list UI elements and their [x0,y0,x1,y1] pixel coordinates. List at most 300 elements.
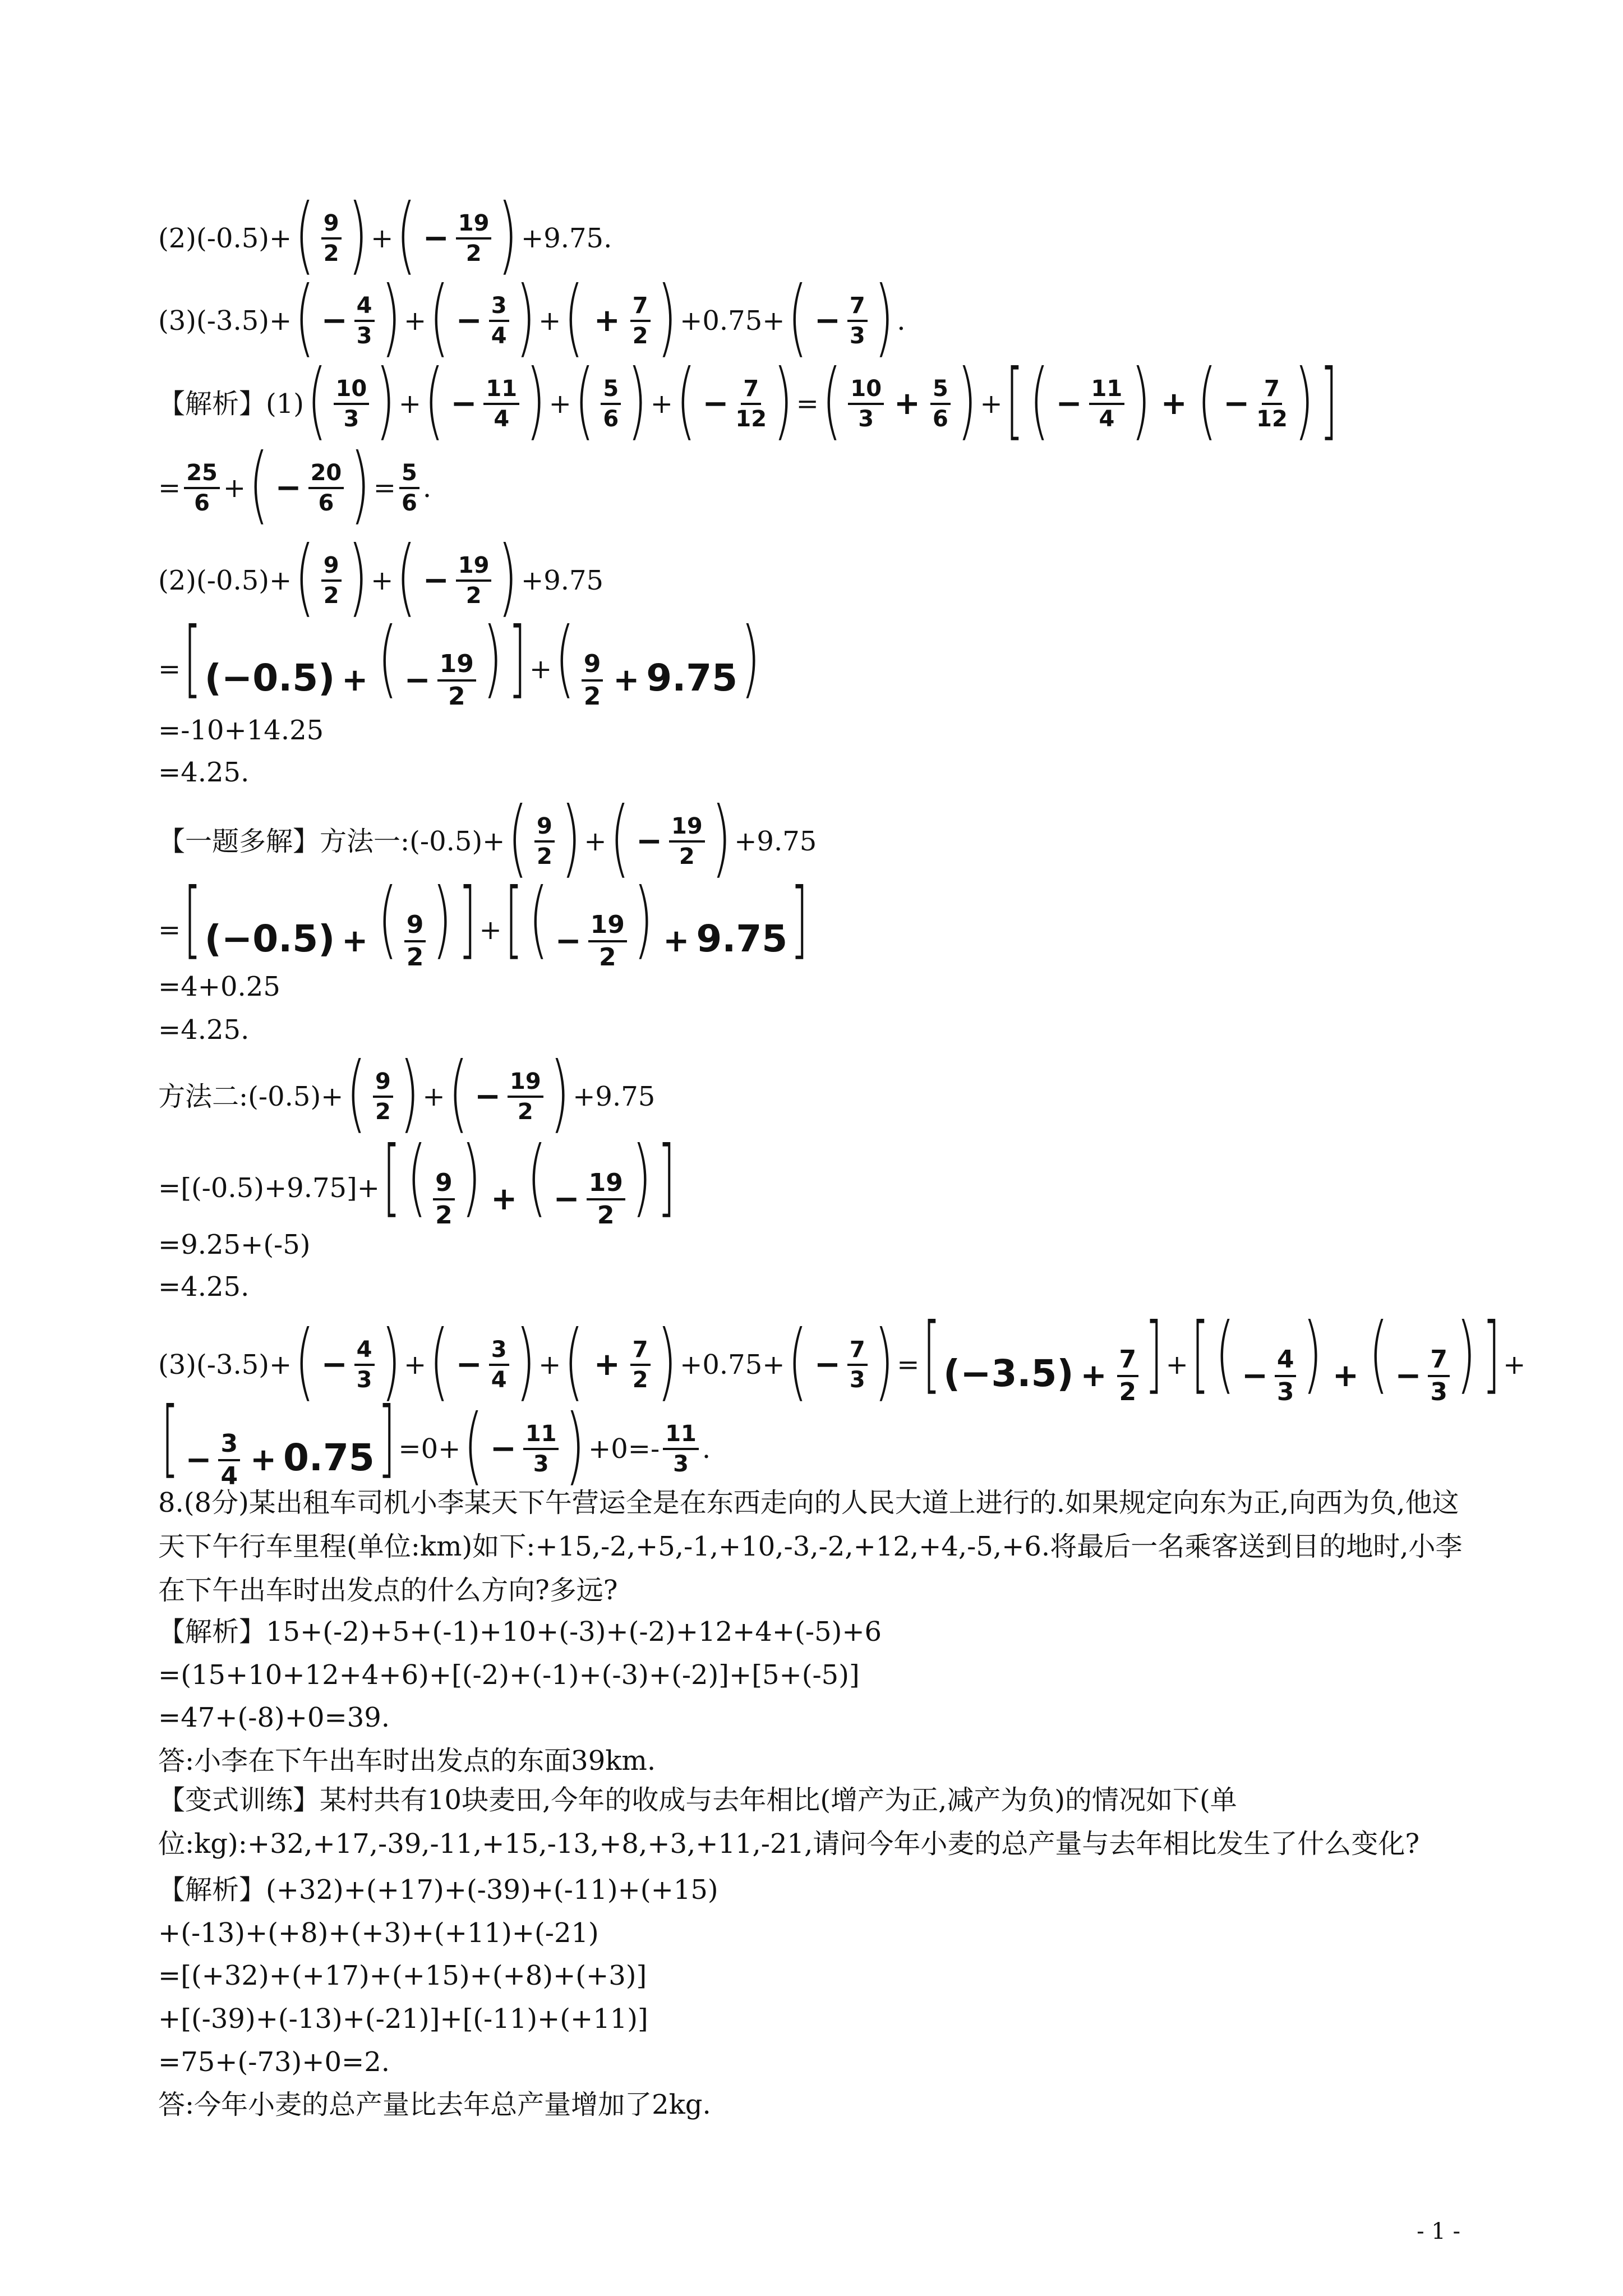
math-text: − [455,1346,482,1383]
parenthesis: ) [482,610,502,707]
square-bracket: ] [1145,1305,1163,1403]
fraction [399,461,419,515]
fraction-denominator: 2 [597,1200,615,1230]
math-text: + [422,1081,445,1112]
fraction-denominator: 2 [632,323,648,349]
math-text: + [663,923,690,959]
fraction-denominator: 6 [603,406,619,432]
parenthesis: ) [515,269,536,366]
parenthesis: ) [375,352,396,449]
math-text: − [422,220,449,256]
math-text: − [814,302,841,339]
method-one-answer: =4.25. [158,1014,250,1046]
square-bracket: ] [377,1389,396,1487]
math-text: +9.75. [521,223,612,254]
math-text: − [702,385,729,422]
fraction-denominator: 12 [735,406,767,432]
math-text: + [223,472,246,504]
fraction-denominator: 3 [849,323,865,349]
fraction [334,377,370,431]
fraction [669,815,705,868]
math-text: − [450,385,477,422]
fraction-numerator: 9 [373,1070,393,1098]
fraction-denominator: 3 [356,1366,372,1393]
math-text: − [1055,385,1082,422]
fraction-numerator: 11 [483,377,519,405]
math-text: − [455,302,482,339]
parenthesis: ) [525,352,546,449]
fraction [847,1338,868,1392]
math-text: + [371,223,394,254]
fraction [1428,1347,1450,1405]
math-text: + [538,305,561,337]
solution-2-step: =-10+14.25 [158,715,324,746]
square-bracket: [ [504,871,523,968]
fraction-denominator: 6 [194,490,210,516]
fraction [404,912,426,970]
parenthesis: ) [627,352,648,449]
fraction-numerator: 19 [508,1070,543,1098]
problem-2-statement [158,186,612,284]
fraction-numerator: 9 [321,554,342,582]
math-text: =[(-0.5)+9.75]+ [158,1172,380,1204]
math-expression [1188,1305,1503,1406]
fraction-numerator: 5 [399,461,419,489]
fraction [354,294,375,348]
math-text: . [897,305,906,337]
solution-1 [158,352,1341,449]
math-text: +9.75 [573,1081,656,1112]
square-bracket: ] [1320,352,1338,449]
fraction-denominator: 2 [323,241,339,266]
math-text: = [158,653,181,685]
math-text: + [404,305,427,337]
fraction-numerator: 9 [534,815,555,843]
fraction [456,211,492,265]
parenthesis: ( [407,1129,427,1226]
fraction-denominator: 6 [401,490,417,516]
fraction-numerator: 19 [456,211,492,240]
fraction-numerator: 7 [630,1338,651,1366]
fraction-numerator: 7 [1428,1347,1450,1377]
variant-solution-line1: 【解析】(+32)+(+17)+(-39)+(-11)+(+15) [158,1874,718,1906]
fraction-numerator: 3 [489,1338,509,1366]
math-text: − [275,470,302,506]
parenthesis: ) [874,269,894,366]
parenthesis: ) [348,528,368,626]
math-text: + [593,302,620,339]
math-expression [552,610,763,711]
problem-3-statement [158,269,906,366]
math-text: − [474,1078,501,1115]
parenthesis: ( [294,1312,315,1410]
solution-3 [158,1305,1526,1410]
parenthesis: ( [429,269,450,366]
fraction [1256,377,1288,431]
parenthesis: ( [788,269,808,366]
fraction-denominator: 2 [465,241,482,266]
math-text: − [490,1430,517,1467]
fraction [630,294,651,348]
fraction-denominator: 4 [494,406,510,432]
math-text: (3)(-3.5)+ [158,305,292,337]
parenthesis: ( [294,528,315,626]
fraction [847,294,868,348]
fraction-numerator: 7 [1262,377,1282,405]
math-expression [181,610,529,711]
fraction-numerator: 11 [1089,377,1125,405]
math-text: − [404,662,431,698]
math-text: − [1223,385,1250,422]
math-text: 方法二:(-0.5)+ [158,1081,344,1112]
math-text: . [422,472,432,504]
fraction-denominator: 2 [679,844,695,869]
math-text: + [980,388,1003,420]
math-text: + [1165,1349,1188,1381]
question-8-answer: 答:小李在下午出车时出发点的东面39km. [158,1745,656,1777]
math-text: (−0.5) [204,656,335,700]
fraction-numerator: 19 [587,1170,625,1200]
math-text: 0.75 [283,1436,375,1479]
fraction [321,211,342,265]
fraction-denominator: 2 [435,1200,453,1230]
parenthesis: ( [555,610,575,707]
parenthesis: ( [377,871,398,968]
parenthesis: ( [564,269,584,366]
fraction-numerator: 10 [848,377,884,405]
fraction-numerator: 7 [1117,1347,1139,1377]
fraction [489,1338,509,1392]
parenthesis: ( [294,186,315,284]
parenthesis: ( [424,352,444,449]
fraction [456,554,492,608]
math-text: + [371,565,394,596]
fraction [373,1070,393,1124]
math-text: − [1241,1358,1268,1394]
math-text: − [185,1442,212,1478]
parenthesis: ) [515,1312,536,1410]
math-text: − [553,1181,580,1217]
fraction [1089,377,1125,431]
fraction-numerator: 7 [847,1338,868,1366]
parenthesis: ( [248,436,269,533]
fraction [735,377,767,431]
solution-1-result [158,436,432,533]
parenthesis: ) [498,528,518,626]
parenthesis: ( [788,1312,808,1410]
parenthesis: ) [874,1312,894,1410]
math-text: +0=- [588,1433,660,1465]
fraction-numerator: 4 [1275,1347,1297,1377]
parenthesis: ) [381,269,401,366]
math-text: + [342,923,368,959]
fraction [354,1338,375,1392]
math-text: − [814,1346,841,1383]
parenthesis: ) [432,871,453,968]
solution-2 [158,528,604,626]
fraction [601,377,621,431]
square-bracket: [ [382,1129,401,1226]
fraction-denominator: 2 [1119,1377,1137,1406]
method-one [158,789,817,887]
question-8: 8.(8分)某出租车司机小李某天下午营运全是在东西走向的人民大道上进行的.如果规定向东为正,向西为负,他这天下午行车里程(单位:km)如下:+15,-2,+5,-1,+10,-3,-2,+12,+4,-5,+6.将最后一名乘客送到目的地时,小李在下午出车时出发点的什么方向?多远? [158,1487,1463,1606]
parenthesis: ) [633,871,653,968]
fraction-numerator: 10 [334,377,370,405]
math-text: + [1503,1349,1526,1381]
parenthesis: ( [448,1045,468,1142]
fraction-denominator: 6 [318,490,334,516]
fraction-denominator: 12 [1256,406,1288,432]
parenthesis: ) [350,436,371,533]
parenthesis: ( [610,789,630,887]
fraction-denominator: 3 [1276,1377,1294,1406]
math-text: + [529,653,552,685]
parenthesis: ) [740,610,760,707]
square-bracket: ] [508,610,527,707]
math-text: + [1332,1358,1359,1394]
parenthesis: ( [396,186,417,284]
fraction [437,651,476,710]
parenthesis: ) [657,269,677,366]
parenthesis: ) [711,789,731,887]
parenthesis: ( [464,1396,484,1494]
math-text: − [636,823,662,859]
parenthesis: ( [1368,1305,1389,1403]
solution-2-answer: =4.25. [158,757,250,788]
fraction-numerator: 4 [354,294,375,322]
square-bracket: [ [1191,1305,1210,1403]
parenthesis: ( [294,269,315,366]
fraction [587,1170,625,1228]
square-bracket: ] [790,871,809,968]
parenthesis: ( [347,1045,367,1142]
square-bracket: [ [183,610,202,707]
math-text: + [584,826,607,857]
parenthesis: ( [676,352,696,449]
math-expression [502,871,811,972]
fraction [483,377,519,431]
square-bracket: [ [183,871,202,968]
variant-training: 【变式训练】某村共有10块麦田,今年的收成与去年相比(增产为正,减产为负)的情况如下(单位:kg):+32,+17,-39,-11,+15,-13,+8,+3,+11,-21,请问今年小麦的总产量与去年相比发生了什么变化? [158,1784,1420,1860]
fraction [534,815,555,868]
parenthesis: ( [1215,1305,1235,1403]
method-two-step: =9.25+(-5) [158,1229,311,1260]
parenthesis: ) [1131,352,1151,449]
math-text: = [158,472,181,504]
fraction-denominator: 2 [536,844,552,869]
fraction-numerator: 7 [630,294,651,322]
math-text: + [491,1181,518,1217]
fraction-denominator: 3 [356,323,372,349]
fraction-numerator: 4 [354,1338,375,1366]
fraction-numerator: 9 [582,651,603,682]
fraction-numerator: 7 [847,294,868,322]
fraction [630,1338,651,1392]
fraction-numerator: 19 [456,554,492,582]
math-text: + [894,385,920,422]
fraction-numerator: 9 [433,1170,455,1200]
question-8-solution-line3: =47+(-8)+0=39. [158,1702,390,1733]
parenthesis: ( [822,352,842,449]
parenthesis: ) [1456,1305,1476,1403]
fraction-denominator: 4 [220,1461,238,1490]
fraction-denominator: 2 [583,682,601,711]
math-text: + [538,1349,561,1381]
parenthesis: ( [574,352,594,449]
math-text: − [321,1346,348,1383]
fraction-denominator: 2 [598,942,616,972]
parenthesis: ) [381,1312,401,1410]
math-text: + [1160,385,1187,422]
fraction [308,461,344,515]
fraction-numerator: 9 [404,912,426,942]
variant-solution-line5: =75+(-73)+0=2. [158,2046,390,2078]
fraction-denominator: 2 [406,942,424,972]
fraction-numerator: 20 [308,461,344,489]
math-text: 9.75 [696,917,788,960]
fraction-numerator: 9 [321,211,342,240]
fraction [582,651,603,710]
fraction [1117,1347,1139,1405]
variant-answer: 答:今年小麦的总产量比去年总产量增加了2kg. [158,2089,711,2120]
fraction-denominator: 4 [1099,406,1115,432]
fraction [1275,1347,1297,1405]
solution-2-grouping [158,610,764,711]
math-text: + [250,1442,276,1478]
parenthesis: ( [1029,352,1049,449]
method-two-grouping [158,1129,679,1230]
math-text: +9.75 [521,565,604,596]
parenthesis: ( [528,871,549,968]
variant-solution-line3: =[(+32)+(+17)+(+15)+(+8)+(+3)] [158,1960,647,1991]
fraction [848,377,884,431]
math-text: (2)(-0.5)+ [158,565,292,596]
variant-solution-line2: +(-13)+(+8)+(+3)+(+11)+(-21) [158,1917,599,1949]
parenthesis: ( [377,610,398,707]
fraction [588,912,627,970]
fraction-denominator: 3 [533,1451,549,1477]
math-text: = [897,1349,920,1381]
math-text: . [702,1433,711,1465]
fraction-denominator: 2 [465,583,482,609]
math-text: 9.75 [646,656,738,700]
fraction-denominator: 3 [858,406,874,432]
math-expression [181,871,479,972]
fraction-numerator: 5 [930,377,951,405]
math-text: +0.75+ [680,1349,785,1381]
parenthesis: ) [1294,352,1314,449]
math-text: (−0.5) [204,917,335,960]
math-text: + [650,388,673,420]
math-text: =0+ [398,1433,461,1465]
parenthesis: ) [773,352,793,449]
math-text: +0.75+ [680,305,785,337]
text: (2)(-0.5)+ [158,223,292,254]
fraction-denominator: 3 [849,1366,865,1393]
math-text: − [321,302,348,339]
fraction-numerator: 11 [523,1422,559,1450]
fraction-numerator: 5 [601,377,621,405]
square-bracket: [ [1005,352,1023,449]
parenthesis: ( [396,528,417,626]
fraction-numerator: 3 [489,294,509,322]
math-text: + [398,388,421,420]
fraction-denominator: 6 [932,406,948,432]
math-text: (−3.5) [943,1352,1074,1395]
fraction [489,294,509,348]
question-8-solution-line2: =(15+10+12+4+6)+[(-2)+(-1)+(-3)+(-2)]+[5+(-5)] [158,1659,860,1691]
fraction-denominator: 2 [517,1099,533,1125]
square-bracket: ] [1482,1305,1500,1403]
fraction-numerator: 19 [588,912,627,942]
fraction [508,1070,543,1124]
parenthesis: ) [957,352,977,449]
math-text: = [158,914,181,946]
fraction-numerator: 19 [437,651,476,682]
parenthesis: ) [631,1129,652,1226]
fraction-denominator: 3 [1430,1377,1448,1406]
fraction-denominator: 2 [448,682,465,711]
variant-solution-line4: +[(-39)+(-13)+(-21)]+[(-11)+(+11)] [158,2003,648,2035]
fraction-denominator: 2 [632,1366,648,1393]
fraction [184,461,220,515]
fraction [663,1422,699,1476]
math-text: − [1395,1358,1422,1394]
fraction [433,1170,455,1228]
parenthesis: ) [550,1045,570,1142]
math-text: (3)(-3.5)+ [158,1349,292,1381]
fraction-denominator: 2 [375,1099,391,1125]
parenthesis: ) [657,1312,677,1410]
math-text: − [422,562,449,599]
parenthesis: ( [429,1312,450,1410]
math-text: = [373,472,396,504]
method-two-answer: =4.25. [158,1271,250,1303]
math-text: + [1080,1358,1107,1394]
fraction [523,1422,559,1476]
parenthesis: ) [1303,1305,1323,1403]
parenthesis: ( [564,1312,584,1410]
method-two [158,1045,656,1142]
math-expression [158,1389,398,1490]
parenthesis: ) [348,186,368,284]
fraction-numerator: 7 [741,377,761,405]
math-text: 【一题多解】方法一:(-0.5)+ [158,826,505,857]
math-text: − [555,923,582,959]
parenthesis: ) [565,1396,585,1494]
parenthesis: ( [508,789,528,887]
fraction-denominator: 2 [323,583,339,609]
math-text: + [548,388,571,420]
math-text: + [404,1349,427,1381]
math-text: 【解析】(1) [158,388,304,420]
page-number: - 1 - [1417,2219,1460,2244]
parenthesis: ) [461,1129,481,1226]
method-one-step: =4+0.25 [158,971,280,1002]
solution-3-result [158,1389,711,1494]
method-one-grouping [158,871,811,972]
parenthesis: ) [561,789,581,887]
square-bracket: [ [161,1389,179,1487]
fraction-denominator: 3 [673,1451,689,1477]
fraction-denominator: 3 [343,406,359,432]
fraction-numerator: 25 [184,461,220,489]
fraction-numerator: 19 [669,815,705,843]
math-text: + [593,1346,620,1383]
fraction-denominator: 4 [491,323,507,349]
square-bracket: [ [922,1305,940,1403]
math-expression [920,1305,1166,1406]
